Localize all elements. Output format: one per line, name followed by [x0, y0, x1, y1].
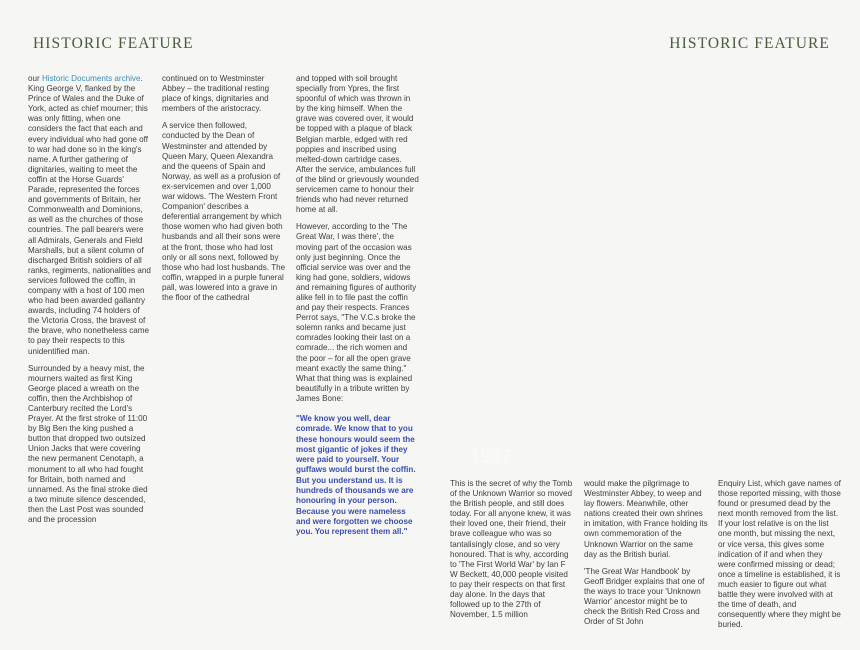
pull-quote-block: [296, 414, 420, 538]
paragraph: Surrounded by a heavy mist, the mourners waited as first King George placed a wreath on the coffin, then the Archbishop of Canterbury recited the Lord's Prayer. At the first stroke of 11:00 by Big Ben the king pushed a button that dropped two outsized Union Jacks that were covering the new permanent Cenotaph, a monument to all who had fought for Britain, both named and unnamed. As the final stroke died a two minute silence descended, then the Last Post was sounded and the procession: [28, 363, 148, 525]
running-header-band: [0, 36, 860, 58]
pull-quote-text: "We know you well, dear comrade. We know that to you these honours would seem the most gigantic of jokes if they were paid to yourself. Your guffaws would burst the coffin. But you understand us. It is hundreds of thousands we are honouring in your person. Because you were nameless and were forgotten we choose you. You represent them all.": [296, 414, 416, 537]
article-upper-column-1: [28, 74, 152, 525]
paragraph: This is the secret of why the Tomb of the Unknown Warrior so moved the British people, and still does today. For all anyone knew, it was their loved one, their friend, their brave colleague who was so tantalisingly close, and so very honoured. That is why, according to 'The First World War' by Ian F W Beckett, 40,000 people visited to pay their respects on that first day alone. In the days that followed up to the 27th of November, 1.5 million: [450, 479, 573, 620]
image-plate-placeholder: [440, 430, 630, 474]
article-lower-section: [450, 479, 842, 630]
paragraph: and topped with soil brought specially from Ypres, the first spoonful of which was thrown in by the king himself. When the grave was covered over, it would be topped with a plaque of black Belgian marble, edged with red poppies and inscribed using melted-down cartridge cases. After the service, ambulances full of the blind or grievously wounded servicemen came to honour their friends who had never returned home at all.: [296, 74, 419, 215]
historic-documents-archive-link[interactable]: Historic Documents archive: [41, 74, 141, 83]
article-upper-column-3: [296, 74, 420, 538]
link-suffix-text: . King George V, flanked by the Prince of Wales and the Duke of York, acted as chief mourner; this was only fitting, when one considers the fact that each and every individual who had gone off to war had done so in the king's name. A further gathering of dignitaries, waiting to meet the coffin at the Horse Guards' Parade, represented the forces and governments of Britain, her Commonwealth and Dominions, as well as the churches of those countries. The pall bearers were all Admirals, Generals and Field Marshalls, but a silent column of discharged British soldiers of all ranks, regiments, nationalities and services followed the coffin, in company with a host of 100 men who had been awarded gallantry awards, including 74 holders of the Victoria Cross, the bravest of the brave, who nonetheless came to pay their respects to this unidentified man.: [28, 74, 151, 356]
running-head-right: HISTORIC FEATURE: [669, 35, 830, 52]
running-head-left: HISTORIC FEATURE: [33, 35, 194, 52]
paragraph: A service then followed, conducted by the Dean of Westminster and attended by Queen Mary, Queen Alexandra and the queens of Spain and Norway, as well as a profusion of ex-servicemen and over 1,000 war widows. 'The Western Front Companion' describes a deferential arrangement by which those women who had given both husbands and all their sons were at the front, those who had lost only or all sons next, followed by those who had lost husbands. The coffin, wrapped in a purple funeral pall, was lowered into a grave in the floor of the cathedral: [162, 121, 286, 302]
paragraph: However, according to the 'The Great War, I was there', the moving part of the occasion was only just beginning. Once the official service was over and the king had gone, soldiers, widows and remaining figures of authority alike fell in to file past the coffin and pay their respects. Frances Perrot says, "The V.C.s broke the solemn ranks and became just comrades looking their last on a comrade... the rich women and the poor – for all the open grave meant exactly the same thing." What that thing was is explained beautifully in a tribute written by James Bone:: [296, 222, 417, 403]
paragraph: 'The Great War Handbook' by Geoff Bridger explains that one of the ways to trace your 'Unknown Warrior' ancestor might be to check the British Red Cross and Order of St John: [584, 566, 705, 627]
article-lower-column-1: [450, 479, 574, 620]
article-lower-column-2: [584, 479, 708, 627]
paragraph: would make the pilgrimage to Westminster Abbey, to weep and lay flowers. Meanwhile, other nations created their own shrines in imitation, with France holding its own commemoration of the Unknown Warrior on the same day as the British burial.: [584, 479, 708, 559]
article-upper-column-2: [162, 74, 286, 303]
watermark-year-label: 1937: [470, 446, 512, 467]
paragraph-with-link: [28, 74, 152, 357]
article-lower-column-3: [718, 479, 842, 630]
paragraph: Enquiry List, which gave names of those reported missing, with those found or presumed dead by the next month removed from the list. If your lost relative is on the list one month, but missing the next, or vice versa, this gives some indication of if and when they were confirmed missing or dead; once a timeline is established, it is much easier to figure out what battle they were involved with at the time of death, and consequently where they might be buried.: [718, 479, 841, 630]
article-upper-section: [28, 74, 420, 538]
link-prefix-text: our: [28, 74, 42, 83]
paragraph: continued on to Westminster Abbey – the traditional resting place of kings, dignitaries and members of the aristocracy.: [162, 74, 270, 114]
